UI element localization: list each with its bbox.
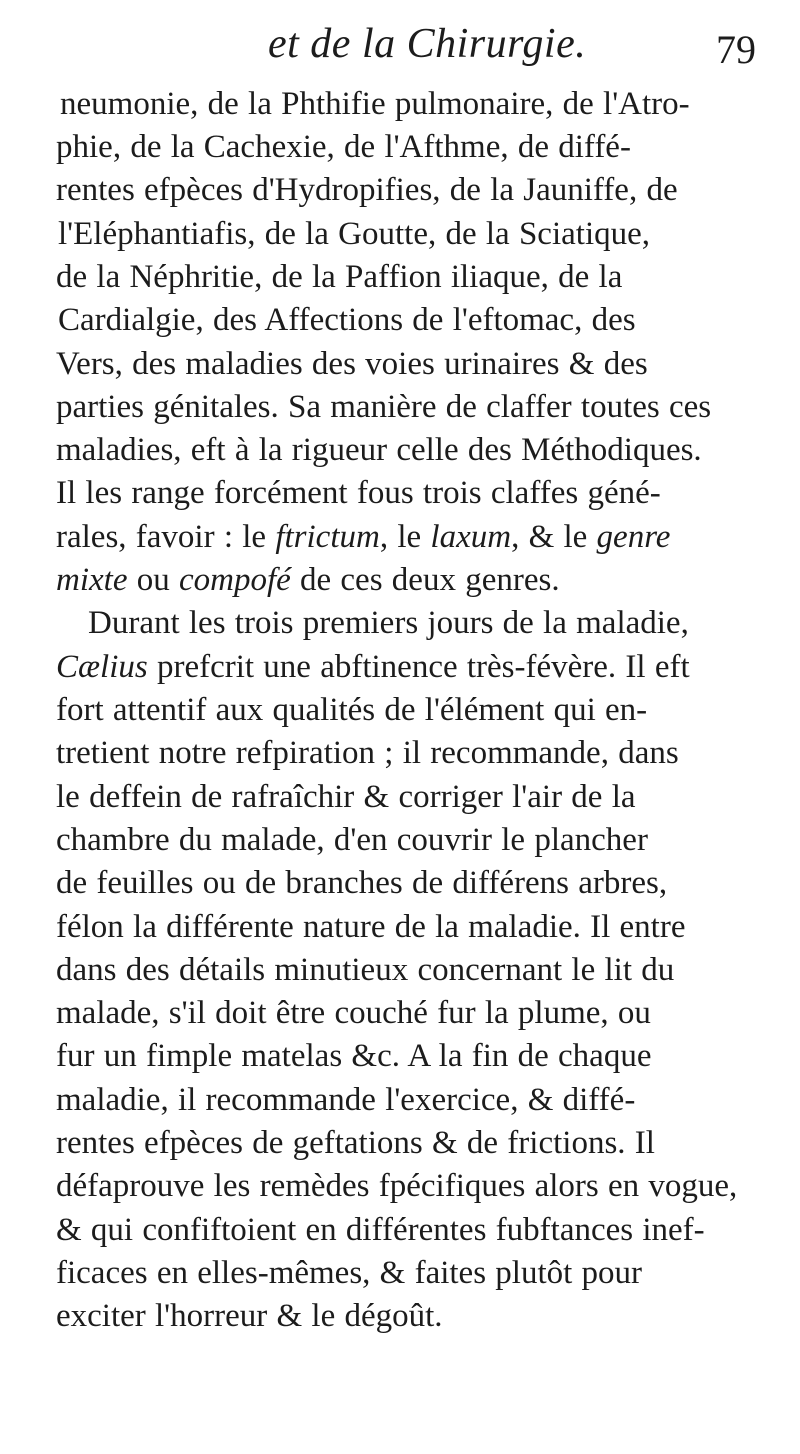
text-line: rentes efpèces d'Hydropifies, de la Jauniffe, de: [56, 172, 678, 208]
text-line: mixte ou compofé de ces deux genres.: [56, 562, 560, 598]
text-line: rentes efpèces de geftations & de frictions. Il: [56, 1125, 655, 1161]
text-line: Il les range forcément fous trois claffes géné-: [56, 475, 661, 511]
text-line: défaprouve les remèdes fpécifiques alors en vogue,: [56, 1168, 738, 1204]
text-line: fort attentif aux qualités de l'élément qui en-: [56, 692, 648, 728]
text-line: malade, s'il doit être couché fur la plume, ou: [56, 995, 651, 1031]
text-line: Cælius prefcrit une abftinence très-févère. Il eft: [56, 649, 690, 685]
text-line: phie, de la Cachexie, de l'Afthme, de diffé-: [56, 129, 631, 165]
text-line: maladie, il recommande l'exercice, & diffé-: [56, 1082, 636, 1118]
text-line: de la Néphritie, de la Paffion iliaque, de la: [56, 259, 623, 295]
text-line: fur un fimple matelas &c. A la fin de chaque: [56, 1038, 652, 1074]
text-line: maladies, eft à la rigueur celle des Méthodiques.: [56, 432, 702, 468]
text-line: exciter l'horreur & le dégoût.: [56, 1298, 443, 1334]
text-line: chambre du malade, d'en couvrir le plancher: [56, 822, 648, 858]
text-line: rales, favoir : le ftrictum, le laxum, & le genre: [56, 519, 671, 555]
text-line: & qui confiftoient en différentes fubftances inef-: [56, 1212, 705, 1248]
text-line: ficaces en elles-mêmes, & faites plutôt pour: [56, 1255, 643, 1291]
text-line: félon la différente nature de la maladie. Il entre: [56, 909, 686, 945]
text-line: de feuilles ou de branches de différens arbres,: [56, 865, 668, 901]
text-line: Durant les trois premiers jours de la maladie,: [88, 605, 689, 641]
text-line: tretient notre refpiration ; il recommande, dans: [56, 735, 679, 771]
text-line: neumonie, de la Phthifie pulmonaire, de l'Atro-: [60, 86, 690, 122]
text-line: le deffein de rafraîchir & corriger l'air de la: [56, 779, 636, 815]
text-line: parties génitales. Sa manière de claffer toutes ces: [56, 389, 712, 425]
running-head: [0, 20, 800, 80]
page-number: 79: [716, 27, 756, 72]
text-line: Vers, des maladies des voies urinaires & des: [56, 346, 648, 382]
text-line: Cardialgie, des Affections de l'eftomac, des: [58, 302, 636, 338]
text-line: l'Eléphantiafis, de la Goutte, de la Sciatique,: [58, 216, 651, 252]
text-line: dans des détails minutieux concernant le lit du: [56, 952, 675, 988]
running-title: et de la Chirurgie.: [268, 21, 587, 67]
